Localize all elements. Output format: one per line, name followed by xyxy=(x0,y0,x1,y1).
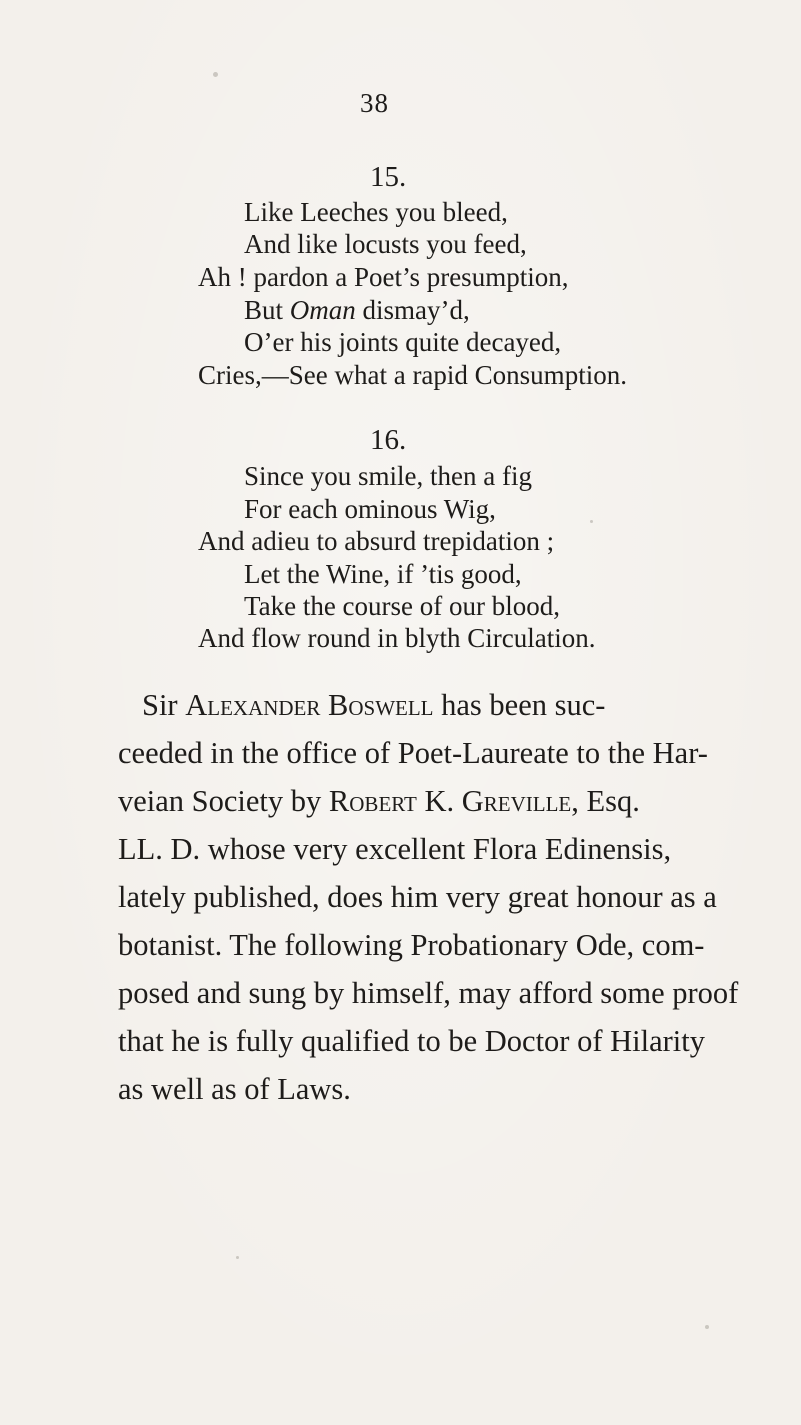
prose-line: lately published, does him very great honour as a xyxy=(118,880,717,914)
prose-text: veian Society by xyxy=(118,784,329,818)
verse-line: Take the course of our blood, xyxy=(244,591,561,621)
paper-speck xyxy=(590,520,593,523)
prose-text: has been suc- xyxy=(433,688,606,722)
verse-line xyxy=(244,294,470,326)
prose-line: ceeded in the office of Poet-Laureate to the Har- xyxy=(118,736,708,770)
page-number: 38 xyxy=(360,88,389,118)
verse-line: Ah ! pardon a Poet’s presumption, xyxy=(198,262,569,292)
prose-text: , Esq. xyxy=(571,784,640,818)
prose-line: LL. D. whose very excellent Flora Edinensis, xyxy=(118,832,672,866)
prose-line: posed and sung by himself, may afford some proof xyxy=(118,976,739,1010)
verse-line: And like locusts you feed, xyxy=(244,229,527,259)
person-name-robert-greville: Robert K. Greville xyxy=(328,784,572,818)
verse-line: And flow round in blyth Circulation. xyxy=(198,623,596,653)
prose-line: that he is fully qualified to be Doctor of Hilarity xyxy=(118,1024,705,1058)
paper-speck xyxy=(705,1325,709,1329)
stanza-number-16: 16. xyxy=(370,424,407,456)
verse-line: Let the Wine, if ’tis good, xyxy=(244,559,522,589)
prose-line xyxy=(118,783,640,819)
verse-text: But xyxy=(244,295,290,325)
verse-line: For each ominous Wig, xyxy=(244,494,496,524)
person-name-alexander-boswell: Alexander Boswell xyxy=(185,688,434,722)
italic-name-oman: Oman xyxy=(289,295,356,325)
paper-speck xyxy=(236,1256,239,1259)
verse-line: Since you smile, then a fig xyxy=(244,461,532,491)
paper-speck xyxy=(213,72,218,77)
stanza-number-15: 15. xyxy=(370,161,407,193)
prose-line: botanist. The following Probationary Ode, com- xyxy=(118,928,705,962)
prose-line: as well as of Laws. xyxy=(118,1072,351,1106)
verse-line: And adieu to absurd trepidation ; xyxy=(198,526,555,556)
verse-text: dismay’d, xyxy=(355,295,470,325)
verse-line: O’er his joints quite decayed, xyxy=(244,327,562,357)
prose-line xyxy=(142,687,605,723)
prose-text: Sir xyxy=(142,688,186,722)
verse-line: Like Leeches you bleed, xyxy=(244,197,508,227)
verse-line: Cries,—See what a rapid Consumption. xyxy=(198,360,627,390)
